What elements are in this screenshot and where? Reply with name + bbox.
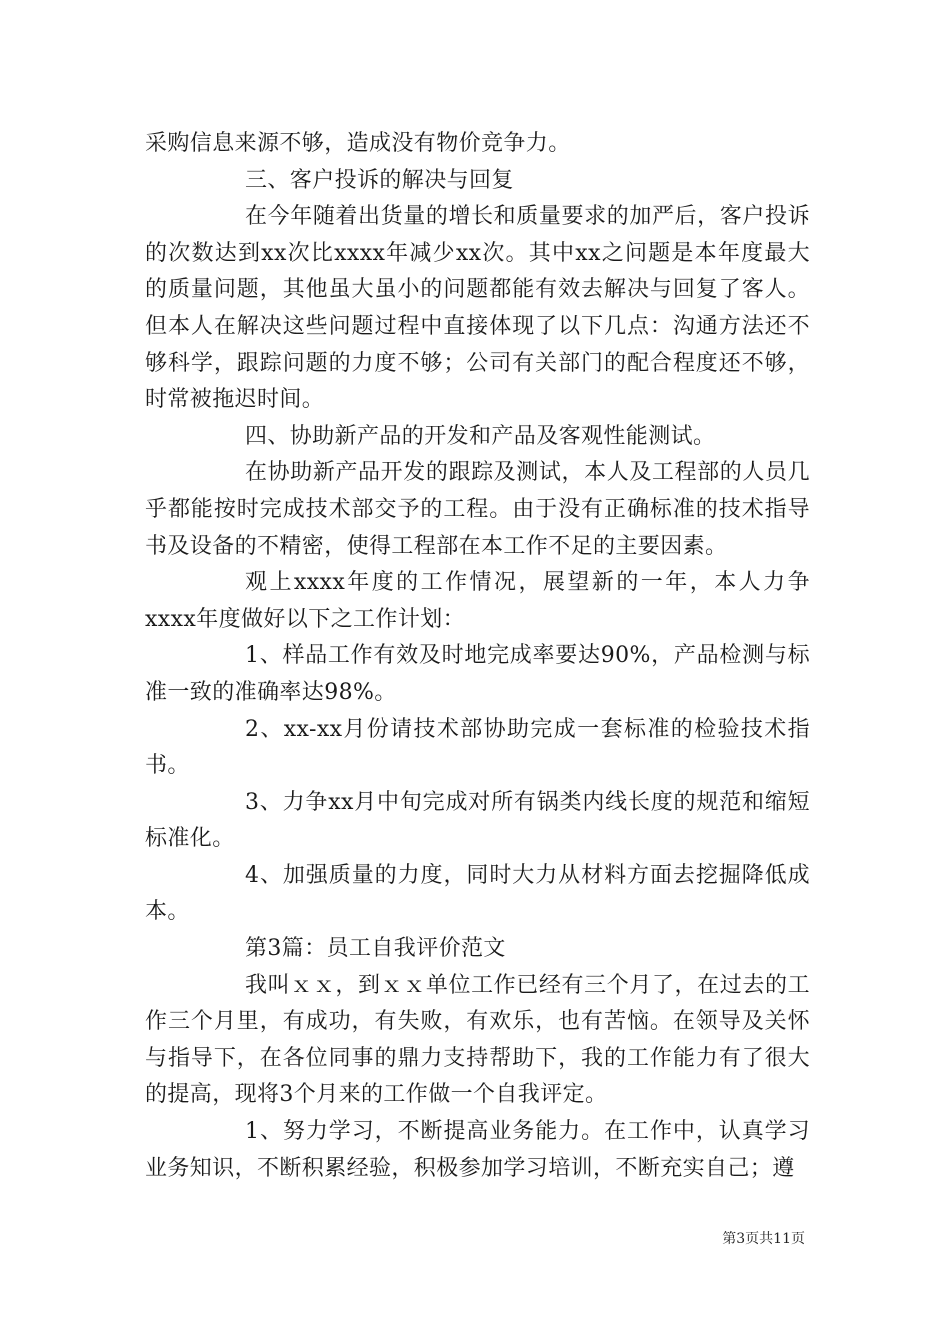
plan-item-4: 4、加强质量的力度，同时大力从材料方面去挖掘降低成本。 xyxy=(145,862,810,925)
document-body xyxy=(145,126,810,1187)
paragraph-study: 1、努力学习，不断提高业务能力。在工作中，认真学习业务知识，不断积累经验，积极参加学习培训，不断充实自己；遵 xyxy=(145,1119,810,1181)
paragraph-self-intro: 我叫ｘｘ，到ｘｘ单位工作已经有三个月了，在过去的工作三个月里，有成功，有失败，有欢乐，也有苦恼。在领导及关怀与指导下，在各位同事的鼎力支持帮助下，我的工作能力有了很大的提高，现将3个月来的工作做一个自我评定。 xyxy=(145,972,810,1108)
section-heading-complaints: 三、客户投诉的解决与回复 xyxy=(245,167,514,193)
page-number: 第3页共11页 xyxy=(722,1231,805,1247)
paragraph-continuation: 采购信息来源不够，造成没有物价竞争力。 xyxy=(145,131,571,156)
paragraph-outlook: 观上xxxx年度的工作情况，展望新的一年，本人力争xxxx年度做好以下之工作计划： xyxy=(145,570,810,632)
plan-item-2: 2、xx-xx月份请技术部协助完成一套标准的检验技术指书。 xyxy=(145,716,810,779)
section-heading-new-products: 四、协助新产品的开发和产品及客观性能测试。 xyxy=(245,423,716,449)
plan-item-3: 3、力争xx月中旬完成对所有锅类内线长度的规范和缩短标准化。 xyxy=(145,789,810,852)
paragraph-new-products: 在协助新产品开发的跟踪及测试，本人及工程部的人员几乎都能按时完成技术部交予的工程。由于没有正确标准的技术指导书及设备的不精密，使得工程部在本工作不足的主要因素。 xyxy=(145,460,810,559)
article-title: 第3篇：员工自我评价范文 xyxy=(245,936,506,962)
plan-item-1: 1、样品工作有效及时地完成率要达90%，产品检测与标准一致的准确率达98%。 xyxy=(145,643,810,705)
paragraph-complaints: 在今年随着出货量的增长和质量要求的加严后，客户投诉的次数达到xx次比xxxx年减少xx次。其中xx之问题是本年度最大的质量问题，其他虽大虽小的问题都能有效去解决与回复了客人。但本人在解决这些问题过程中直接体现了以下几点：沟通方法还不够科学，跟踪问题的力度不够；公司有关部门的配合程度还不够，时常被拖迟时间。 xyxy=(145,204,810,413)
